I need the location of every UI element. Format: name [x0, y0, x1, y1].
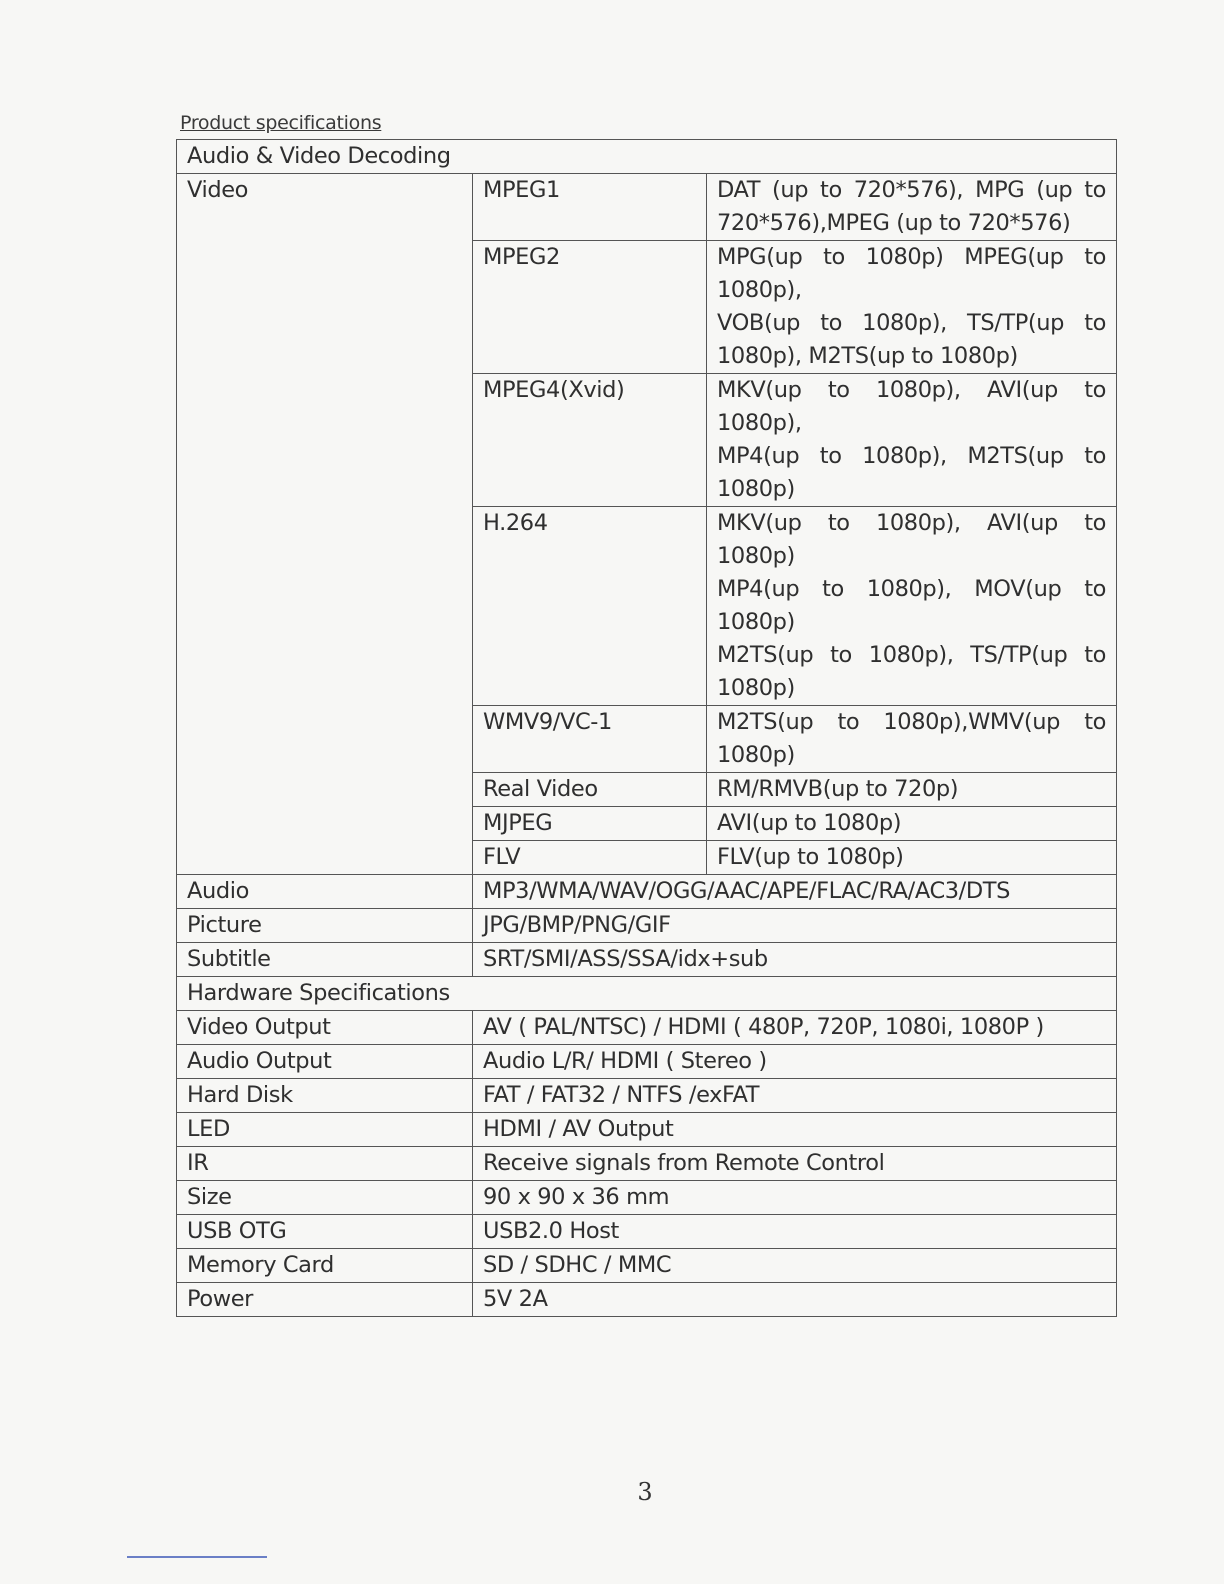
- format-line: M2TS(up to 1080p), TS/TP(up to 1080p): [717, 642, 1106, 701]
- footnote-separator: [127, 1556, 267, 1558]
- row-value: SD / SDHC / MMC: [473, 1249, 1117, 1283]
- page-number: 3: [637, 1478, 653, 1506]
- formats-cell: [707, 507, 1117, 706]
- format-line: DAT (up to 720*576), MPG (up to 720*576),MPEG (up to 720*576): [717, 177, 1106, 236]
- row-label: Picture: [177, 909, 473, 943]
- table-row: [177, 1249, 1117, 1283]
- codec-cell: FLV: [473, 841, 707, 875]
- row-label-video: Video: [177, 174, 473, 875]
- row-label: IR: [177, 1147, 473, 1181]
- row-value: AV ( PAL/NTSC) / HDMI ( 480P, 720P, 1080i, 1080P ): [473, 1011, 1117, 1045]
- table-row: [177, 1181, 1117, 1215]
- row-value: FAT / FAT32 / NTFS /exFAT: [473, 1079, 1117, 1113]
- table-row: [177, 1011, 1117, 1045]
- formats-cell: [707, 841, 1117, 875]
- section-row: [177, 977, 1117, 1011]
- format-line: FLV(up to 1080p): [717, 844, 904, 870]
- codec-cell: MPEG2: [473, 241, 707, 374]
- table-row: [177, 1283, 1117, 1317]
- row-label: Power: [177, 1283, 473, 1317]
- row-value: 5V 2A: [473, 1283, 1117, 1317]
- format-line: RM/RMVB(up to 720p): [717, 776, 959, 802]
- table-row: [177, 943, 1117, 977]
- row-value: HDMI / AV Output: [473, 1113, 1117, 1147]
- format-line: MP4(up to 1080p), MOV(up to 1080p): [717, 576, 1106, 635]
- formats-cell: [707, 374, 1117, 507]
- table-row: [177, 1045, 1117, 1079]
- format-line: VOB(up to 1080p), TS/TP(up to 1080p), M2TS(up to 1080p): [717, 310, 1106, 369]
- row-value: SRT/SMI/ASS/SSA/idx+sub: [473, 943, 1117, 977]
- table-row: [177, 1147, 1117, 1181]
- table-row: [177, 875, 1117, 909]
- spec-table-body: [177, 140, 1117, 1317]
- page-heading: Product specifications: [180, 112, 382, 134]
- row-label: Audio Output: [177, 1045, 473, 1079]
- row-label: Hard Disk: [177, 1079, 473, 1113]
- row-value: Receive signals from Remote Control: [473, 1147, 1117, 1181]
- formats-cell: [707, 706, 1117, 773]
- formats-cell: [707, 241, 1117, 374]
- row-label: Size: [177, 1181, 473, 1215]
- format-line: MPG(up to 1080p) MPEG(up to 1080p),: [717, 244, 1106, 303]
- row-label: Memory Card: [177, 1249, 473, 1283]
- codec-cell: MPEG4(Xvid): [473, 374, 707, 507]
- row-value: 90 x 90 x 36 mm: [473, 1181, 1117, 1215]
- row-value: JPG/BMP/PNG/GIF: [473, 909, 1117, 943]
- row-label: LED: [177, 1113, 473, 1147]
- row-label: Subtitle: [177, 943, 473, 977]
- codec-cell: MJPEG: [473, 807, 707, 841]
- codec-cell: WMV9/VC-1: [473, 706, 707, 773]
- format-line: MP4(up to 1080p), M2TS(up to 1080p): [717, 443, 1106, 502]
- table-row: [177, 1079, 1117, 1113]
- row-value: MP3/WMA/WAV/OGG/AAC/APE/FLAC/RA/AC3/DTS: [473, 875, 1117, 909]
- formats-cell: [707, 807, 1117, 841]
- table-row: [177, 1113, 1117, 1147]
- section-title-hw: Hardware Specifications: [177, 977, 1117, 1011]
- format-line: AVI(up to 1080p): [717, 810, 902, 836]
- row-label: USB OTG: [177, 1215, 473, 1249]
- row-label: Video Output: [177, 1011, 473, 1045]
- codec-cell: H.264: [473, 507, 707, 706]
- format-line: M2TS(up to 1080p),WMV(up to 1080p): [717, 709, 1106, 768]
- formats-cell: [707, 174, 1117, 241]
- row-label: Audio: [177, 875, 473, 909]
- row-value: Audio L/R/ HDMI ( Stereo ): [473, 1045, 1117, 1079]
- row-value: USB2.0 Host: [473, 1215, 1117, 1249]
- format-line: MKV(up to 1080p), AVI(up to 1080p): [717, 510, 1106, 569]
- table-row: [177, 909, 1117, 943]
- table-row: [177, 1215, 1117, 1249]
- codec-cell: Real Video: [473, 773, 707, 807]
- codec-cell: MPEG1: [473, 174, 707, 241]
- spec-table: [176, 139, 1117, 1317]
- section-row: [177, 140, 1117, 174]
- format-line: MKV(up to 1080p), AVI(up to 1080p),: [717, 377, 1106, 436]
- section-title-av: Audio & Video Decoding: [177, 140, 1117, 174]
- formats-cell: [707, 773, 1117, 807]
- table-row: [177, 174, 1117, 241]
